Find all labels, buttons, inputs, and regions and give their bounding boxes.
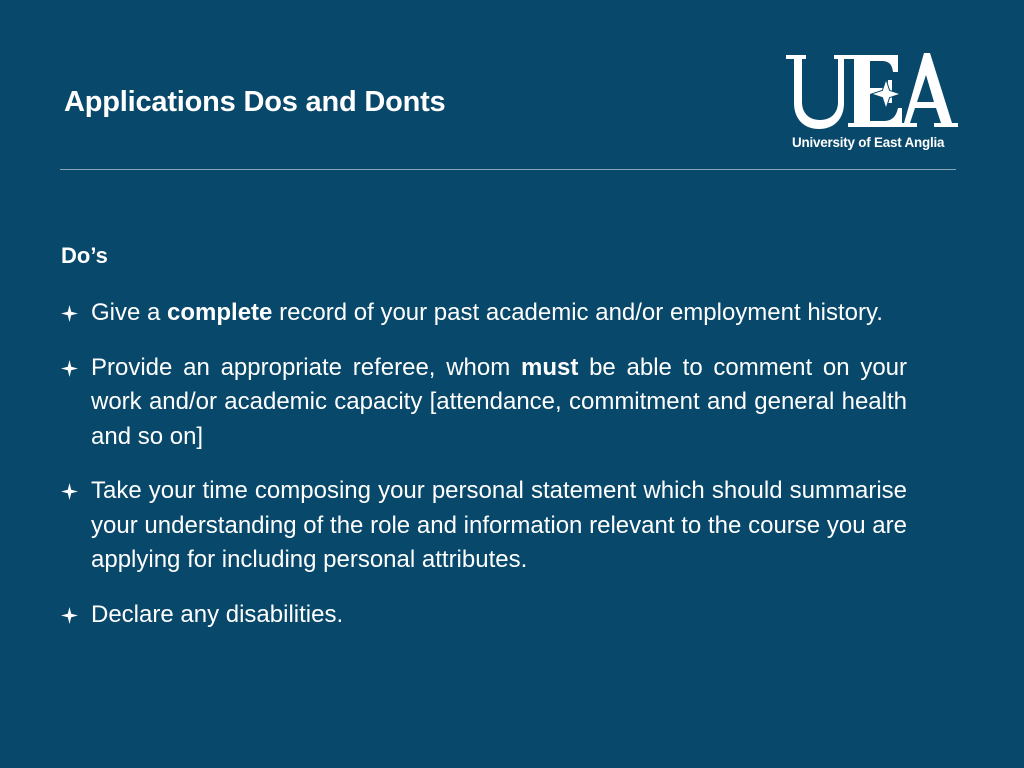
four-point-star-icon <box>61 360 78 377</box>
slide-title: Applications Dos and Donts <box>64 86 446 118</box>
item-text-after: record of your past academic and/or employment history. <box>272 299 883 326</box>
four-point-star-icon <box>61 305 78 322</box>
four-point-star-icon <box>61 607 78 624</box>
section-heading: Do’s <box>61 243 108 268</box>
list-item <box>61 598 907 633</box>
item-text: Take your time composing your personal statement which should summarise your understanding of the role and information relevant to the course you are applying for including personal attributes. <box>91 477 907 573</box>
uea-logo <box>782 50 958 154</box>
list-item <box>61 351 907 455</box>
item-text-after: be able to comment on your work and/or academic capacity [attendance, commitment and general health and so on] <box>91 353 908 450</box>
item-text: Declare any disabilities. <box>91 600 344 628</box>
item-emphasis: must <box>520 353 579 381</box>
item-text-before: Give a <box>91 299 168 326</box>
uea-wordmark-icon <box>782 50 958 132</box>
logo-caption: University of East Anglia <box>792 135 945 150</box>
dos-list <box>61 296 907 652</box>
four-point-star-icon <box>61 483 78 500</box>
list-item <box>61 296 907 331</box>
list-item <box>61 474 907 578</box>
item-text-before: Provide an appropriate referee, whom <box>91 353 521 381</box>
title-divider <box>60 169 956 170</box>
item-emphasis: complete <box>167 299 273 326</box>
